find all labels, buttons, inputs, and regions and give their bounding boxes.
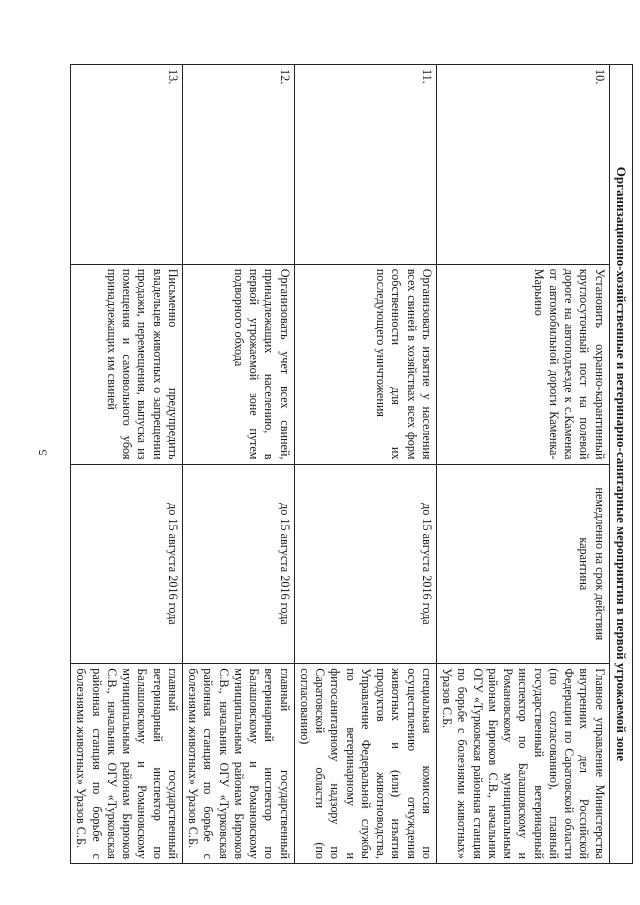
page-number: 5	[35, 449, 50, 456]
table-row	[294, 65, 436, 864]
row-term: до 15 августа 2016 года	[71, 464, 183, 664]
section-header: Организационно-хозяйственные и ветеринарно-санитарные мероприятия в первой угрожаемой зоне	[609, 65, 632, 864]
row-responsible: главный государственный ветеринарный инспектор по Балашовскому и Романовскому муниципальным районам Бирюков С.В., начальник ОГУ «Турковская районная станция по борьбе с болезнями животных» Уразов С.Б.	[71, 664, 183, 864]
row-responsible: Главное управление Министерства внутренних дел Российской Федерации по Саратовской области (по согласованию), главный государственный ветеринарный инспектор по Балашовскому и Романовскому муниципальным районам Бирюков С.В., начальник ОГУ «Турковская районная станция по борьбе с болезнями животных» Уразов С.Б.	[437, 664, 610, 864]
row-number: 11.	[294, 65, 436, 265]
row-number: 13.	[71, 65, 183, 265]
section-header-row	[609, 65, 632, 864]
table-row	[183, 65, 295, 864]
row-number: 12.	[183, 65, 295, 265]
row-responsible: специальная комиссия по осуществлению отчуждения животных и (или) изъятия продуктов животноводства, Управление Федеральной службы по ветеринарному и фитосанитарному надзору по Саратовской области (по согласованию)	[294, 664, 436, 864]
row-action: Письменно предупредить владельцев животных о запрещении продажи, перемещения, выпуска из помещения и самовольного убоя принадлежащих им свиней	[71, 264, 183, 464]
row-number: 10.	[437, 65, 610, 265]
table-row	[437, 65, 610, 864]
row-term: немедленно на срок действия карантина	[437, 464, 610, 664]
row-term: до 15 августа 2016 года	[183, 464, 295, 664]
table-row	[71, 65, 183, 864]
measures-table	[70, 64, 633, 864]
row-action: Организовать изъятие у населения всех свиней в хозяйствах всех форм собственности для их последующего уничтожения	[294, 264, 436, 464]
row-responsible: главный государственный ветеринарный инспектор по Балашовскому и Романовскому муниципальным районам Бирюков С.В., начальник ОГУ «Турковская районная станция по борьбе с болезнями животных» Уразов С.Б.	[183, 664, 295, 864]
row-action: Установить охранно-карантинный круглосуточный пост на полевой дороге на автоподъезде к с.Каменка от автомобильной дороги Каменка-Марьино	[437, 264, 610, 464]
row-term: до 15 августа 2016 года	[294, 464, 436, 664]
row-action: Организовать учет всех свиней, принадлежащих населению, в первой угрожаемой зоне путем подворного обхода	[183, 264, 295, 464]
rotated-table-container	[74, 64, 633, 864]
